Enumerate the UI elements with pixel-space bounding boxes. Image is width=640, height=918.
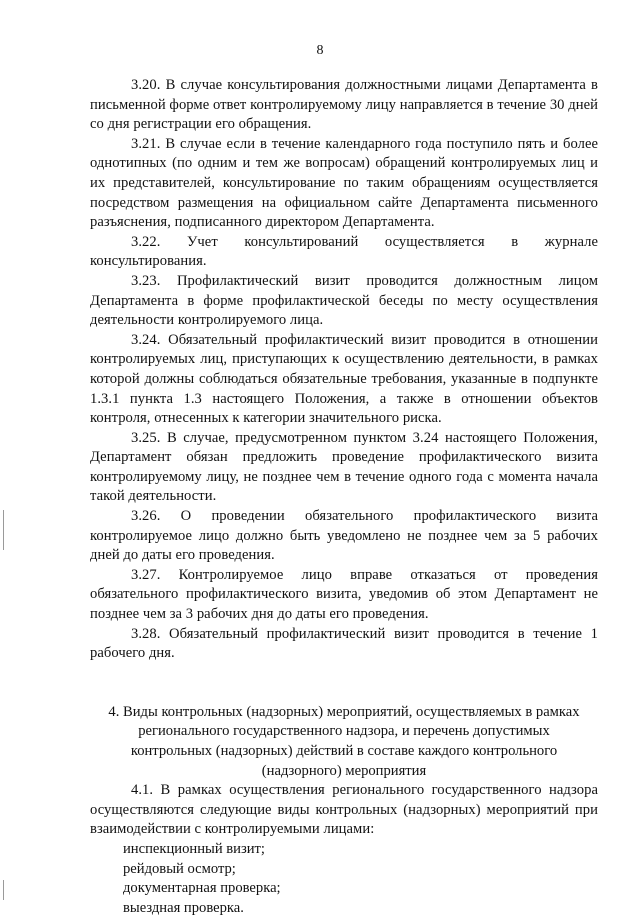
paragraph-3-26: 3.26. О проведении обязательного профилактического визита контролируемое лицо должно быть уведомлено не позднее чем за 5 рабочих дней до даты его проведения.: [90, 508, 598, 564]
list-item: выездная проверка.: [123, 899, 244, 916]
scan-edge-mark: [3, 510, 4, 550]
paragraph-3-22: 3.22. Учет консультирований осуществляется в журнале консультирования.: [90, 233, 598, 270]
inspection-types-list: [90, 840, 598, 918]
paragraph-3-25: 3.25. В случае, предусмотренном пунктом 3.24 настоящего Положения, Департамент обязан предложить проведение профилактического визита контролируемому лицу, не позднее чем в течение одного года с момента начала такой деятельности.: [90, 429, 598, 505]
paragraph-3-24: 3.24. Обязательный профилактический визит проводится в отношении контролируемых лиц, приступающих к осуществлению деятельности, в рамках которой должны соблюдаться обязательные требования, указанные в подпункте 1.3.1 пункта 1.3 настоящего Положения, а также в отношении объектов контроля, отнесенных к категории значительного риска.: [90, 331, 598, 427]
scan-edge-mark: [3, 880, 4, 900]
document-body: [90, 76, 598, 918]
section-heading-line: 4. Виды контрольных (надзорных) мероприятий, осуществляемых в рамках: [108, 703, 580, 720]
section-heading-line: (надзорного) мероприятия: [261, 762, 427, 779]
paragraph-3-23: 3.23. Профилактический визит проводится должностным лицом Департамента в форме профилактической беседы по месту осуществления деятельности контролируемого лица.: [90, 272, 598, 329]
section-heading-line: регионального государственного надзора, и перечень допустимых: [138, 723, 550, 740]
paragraph-3-21: 3.21. В случае если в течение календарного года поступило пять и более однотипных (по одним и тем же вопросам) обращений контролируемых лиц и их представителей, консультирование по таким обращениям осуществляется посредством размещения на официальном сайте Департамента письменного разъяснения, подписанного директором Департамента.: [90, 135, 598, 231]
paragraph-3-28: 3.28. Обязательный профилактический визит проводится в течение 1 рабочего дня.: [90, 625, 598, 662]
list-item: рейдовый осмотр;: [123, 860, 236, 877]
list-item: документарная проверка;: [123, 880, 281, 897]
paragraph-3-27: 3.27. Контролируемое лицо вправе отказаться от проведения обязательного профилактического визита, уведомив об этом Департамент не позднее чем за 3 рабочих дня до даты его проведения.: [90, 566, 598, 623]
list-item: инспекционный визит;: [123, 840, 265, 857]
section-heading: [90, 703, 598, 781]
paragraph-3-20: 3.20. В случае консультирования должностными лицами Департамента в письменной форме ответ контролируемому лицу направляется в течение 30 дней со дня регистрации его обращения.: [90, 77, 598, 133]
page-number: 8: [316, 43, 324, 58]
paragraph-4-1: 4.1. В рамках осуществления регионального государственного надзора осуществляются следующие виды контрольных (надзорных) мероприятий при взаимодействии с контролируемыми лицами:: [90, 782, 598, 838]
section-heading-line: контрольных (надзорных) действий в составе каждого контрольного: [130, 743, 558, 759]
